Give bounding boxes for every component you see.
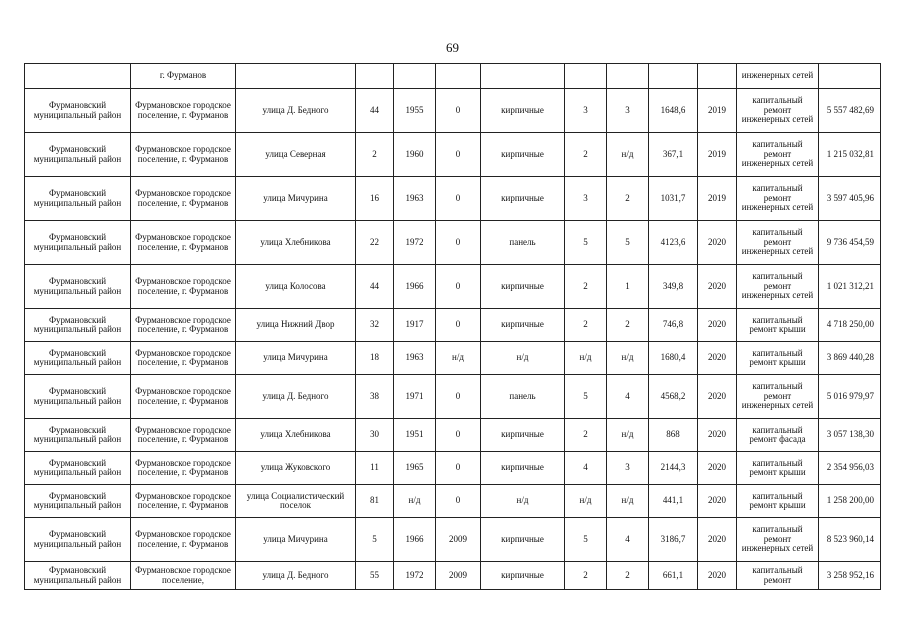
cost-cell: 3 597 405,96 xyxy=(819,177,881,221)
street-cell: улица Д. Бедного xyxy=(236,89,356,133)
floors-cell: 5 xyxy=(565,518,607,562)
settlement-cell: Фурмановское городское поселение, xyxy=(131,562,236,590)
district-cell: Фурмановский муниципальный район xyxy=(25,419,131,452)
settlement-cell: г. Фурманов xyxy=(131,64,236,89)
street-cell: улица Мичурина xyxy=(236,177,356,221)
plan-year-cell: 2020 xyxy=(698,485,737,518)
table-row xyxy=(25,452,881,485)
build-year-cell: 1960 xyxy=(394,133,436,177)
floors-cell: 3 xyxy=(565,177,607,221)
cost-cell: 5 016 979,97 xyxy=(819,375,881,419)
repair-year-cell: 0 xyxy=(436,419,481,452)
area-cell: 441,1 xyxy=(649,485,698,518)
repair-year-cell: 0 xyxy=(436,265,481,309)
floors-cell xyxy=(565,64,607,89)
entrances-cell: 3 xyxy=(607,89,649,133)
settlement-cell: Фурмановское городское поселение, г. Фурманов xyxy=(131,133,236,177)
build-year-cell: 1966 xyxy=(394,518,436,562)
table-row xyxy=(25,265,881,309)
district-cell: Фурмановский муниципальный район xyxy=(25,309,131,342)
repair-year-cell: 0 xyxy=(436,221,481,265)
cost-cell: 1 215 032,81 xyxy=(819,133,881,177)
house-number-cell: 32 xyxy=(356,309,394,342)
cost-cell: 8 523 960,14 xyxy=(819,518,881,562)
area-cell: 4123,6 xyxy=(649,221,698,265)
street-cell: улица Хлебникова xyxy=(236,419,356,452)
table-row xyxy=(25,221,881,265)
wall-material-cell: н/д xyxy=(481,342,565,375)
entrances-cell: н/д xyxy=(607,485,649,518)
table-row xyxy=(25,309,881,342)
house-number-cell xyxy=(356,64,394,89)
area-cell: 1031,7 xyxy=(649,177,698,221)
settlement-cell: Фурмановское городское поселение, г. Фурманов xyxy=(131,309,236,342)
wall-material-cell: кирпичные xyxy=(481,177,565,221)
cost-cell: 1 021 312,21 xyxy=(819,265,881,309)
settlement-cell: Фурмановское городское поселение, г. Фурманов xyxy=(131,375,236,419)
house-number-cell: 22 xyxy=(356,221,394,265)
cost-cell: 4 718 250,00 xyxy=(819,309,881,342)
plan-year-cell: 2019 xyxy=(698,89,737,133)
plan-year-cell: 2020 xyxy=(698,562,737,590)
settlement-cell: Фурмановское городское поселение, г. Фурманов xyxy=(131,177,236,221)
plan-year-cell: 2019 xyxy=(698,133,737,177)
settlement-cell: Фурмановское городское поселение, г. Фурманов xyxy=(131,485,236,518)
repair-year-cell: 0 xyxy=(436,177,481,221)
entrances-cell xyxy=(607,64,649,89)
work-type-cell: капитальный ремонт инженерных сетей xyxy=(737,177,819,221)
table-row xyxy=(25,133,881,177)
street-cell: улица Мичурина xyxy=(236,518,356,562)
district-cell: Фурмановский муниципальный район xyxy=(25,485,131,518)
district-cell: Фурмановский муниципальный район xyxy=(25,518,131,562)
floors-cell: н/д xyxy=(565,485,607,518)
street-cell: улица Мичурина xyxy=(236,342,356,375)
repair-year-cell: 2009 xyxy=(436,562,481,590)
entrances-cell: н/д xyxy=(607,133,649,177)
street-cell: улица Социалистический поселок xyxy=(236,485,356,518)
build-year-cell: 1965 xyxy=(394,452,436,485)
table-row xyxy=(25,375,881,419)
cost-cell: 9 736 454,59 xyxy=(819,221,881,265)
work-type-cell: капитальный ремонт крыши xyxy=(737,452,819,485)
area-cell: 661,1 xyxy=(649,562,698,590)
plan-year-cell: 2020 xyxy=(698,452,737,485)
work-type-cell: инженерных сетей xyxy=(737,64,819,89)
wall-material-cell: панель xyxy=(481,221,565,265)
house-number-cell: 81 xyxy=(356,485,394,518)
floors-cell: 5 xyxy=(565,375,607,419)
wall-material-cell: кирпичные xyxy=(481,89,565,133)
repair-year-cell: 0 xyxy=(436,89,481,133)
repair-year-cell xyxy=(436,64,481,89)
street-cell: улица Северная xyxy=(236,133,356,177)
area-cell: 4568,2 xyxy=(649,375,698,419)
floors-cell: 4 xyxy=(565,452,607,485)
house-number-cell: 44 xyxy=(356,89,394,133)
page-number: 69 xyxy=(446,40,459,55)
area-cell: 1680,4 xyxy=(649,342,698,375)
build-year-cell xyxy=(394,64,436,89)
wall-material-cell: панель xyxy=(481,375,565,419)
house-number-cell: 44 xyxy=(356,265,394,309)
cost-cell: 2 354 956,03 xyxy=(819,452,881,485)
floors-cell: 2 xyxy=(565,309,607,342)
repair-year-cell: 2009 xyxy=(436,518,481,562)
district-cell: Фурмановский муниципальный район xyxy=(25,375,131,419)
plan-year-cell: 2020 xyxy=(698,518,737,562)
area-cell: 2144,3 xyxy=(649,452,698,485)
floors-cell: 3 xyxy=(565,89,607,133)
repair-year-cell: н/д xyxy=(436,342,481,375)
plan-year-cell xyxy=(698,64,737,89)
table-row xyxy=(25,419,881,452)
house-number-cell: 5 xyxy=(356,518,394,562)
floors-cell: н/д xyxy=(565,342,607,375)
work-type-cell: капитальный ремонт инженерных сетей xyxy=(737,265,819,309)
work-type-cell: капитальный ремонт крыши xyxy=(737,309,819,342)
build-year-cell: 1951 xyxy=(394,419,436,452)
wall-material-cell: кирпичные xyxy=(481,518,565,562)
floors-cell: 2 xyxy=(565,265,607,309)
work-type-cell: капитальный ремонт крыши xyxy=(737,485,819,518)
table-body xyxy=(25,64,881,590)
house-number-cell: 2 xyxy=(356,133,394,177)
work-type-cell: капитальный ремонт инженерных сетей xyxy=(737,518,819,562)
settlement-cell: Фурмановское городское поселение, г. Фурманов xyxy=(131,221,236,265)
work-type-cell: капитальный ремонт инженерных сетей xyxy=(737,133,819,177)
work-type-cell: капитальный ремонт инженерных сетей xyxy=(737,89,819,133)
entrances-cell: 3 xyxy=(607,452,649,485)
table-row xyxy=(25,562,881,590)
street-cell: улица Д. Бедного xyxy=(236,375,356,419)
area-cell: 367,1 xyxy=(649,133,698,177)
cost-cell: 5 557 482,69 xyxy=(819,89,881,133)
cost-cell xyxy=(819,64,881,89)
entrances-cell: 5 xyxy=(607,221,649,265)
cost-cell: 3 869 440,28 xyxy=(819,342,881,375)
floors-cell: 5 xyxy=(565,221,607,265)
district-cell: Фурмановский муниципальный район xyxy=(25,221,131,265)
wall-material-cell: кирпичные xyxy=(481,419,565,452)
repair-year-cell: 0 xyxy=(436,133,481,177)
build-year-cell: 1972 xyxy=(394,221,436,265)
build-year-cell: 1963 xyxy=(394,342,436,375)
cost-cell: 3 258 952,16 xyxy=(819,562,881,590)
area-cell: 349,8 xyxy=(649,265,698,309)
settlement-cell: Фурмановское городское поселение, г. Фурманов xyxy=(131,518,236,562)
table-row xyxy=(25,342,881,375)
street-cell: улица Жуковского xyxy=(236,452,356,485)
build-year-cell: 1955 xyxy=(394,89,436,133)
work-type-cell: капитальный ремонт инженерных сетей xyxy=(737,375,819,419)
entrances-cell: 2 xyxy=(607,309,649,342)
settlement-cell: Фурмановское городское поселение, г. Фурманов xyxy=(131,342,236,375)
cost-cell: 1 258 200,00 xyxy=(819,485,881,518)
wall-material-cell: кирпичные xyxy=(481,133,565,177)
house-number-cell: 11 xyxy=(356,452,394,485)
plan-year-cell: 2020 xyxy=(698,309,737,342)
area-cell: 746,8 xyxy=(649,309,698,342)
wall-material-cell: кирпичные xyxy=(481,562,565,590)
district-cell: Фурмановский муниципальный район xyxy=(25,177,131,221)
area-cell: 868 xyxy=(649,419,698,452)
entrances-cell: 4 xyxy=(607,375,649,419)
wall-material-cell: кирпичные xyxy=(481,452,565,485)
wall-material-cell xyxy=(481,64,565,89)
district-cell: Фурмановский муниципальный район xyxy=(25,342,131,375)
district-cell: Фурмановский муниципальный район xyxy=(25,452,131,485)
floors-cell: 2 xyxy=(565,419,607,452)
entrances-cell: н/д xyxy=(607,342,649,375)
repair-year-cell: 0 xyxy=(436,452,481,485)
work-type-cell: капитальный ремонт фасада xyxy=(737,419,819,452)
street-cell: улица Хлебникова xyxy=(236,221,356,265)
entrances-cell: 1 xyxy=(607,265,649,309)
build-year-cell: 1966 xyxy=(394,265,436,309)
area-cell: 3186,7 xyxy=(649,518,698,562)
wall-material-cell: н/д xyxy=(481,485,565,518)
plan-year-cell: 2020 xyxy=(698,221,737,265)
table-row xyxy=(25,89,881,133)
wall-material-cell: кирпичные xyxy=(481,265,565,309)
street-cell: улица Д. Бедного xyxy=(236,562,356,590)
district-cell: Фурмановский муниципальный район xyxy=(25,89,131,133)
settlement-cell: Фурмановское городское поселение, г. Фурманов xyxy=(131,452,236,485)
build-year-cell: 1963 xyxy=(394,177,436,221)
build-year-cell: 1972 xyxy=(394,562,436,590)
district-cell: Фурмановский муниципальный район xyxy=(25,562,131,590)
floors-cell: 2 xyxy=(565,562,607,590)
house-number-cell: 55 xyxy=(356,562,394,590)
district-cell: Фурмановский муниципальный район xyxy=(25,265,131,309)
repair-year-cell: 0 xyxy=(436,485,481,518)
house-number-cell: 38 xyxy=(356,375,394,419)
entrances-cell: 2 xyxy=(607,562,649,590)
build-year-cell: 1971 xyxy=(394,375,436,419)
plan-year-cell: 2019 xyxy=(698,177,737,221)
work-type-cell: капитальный ремонт инженерных сетей xyxy=(737,221,819,265)
repair-year-cell: 0 xyxy=(436,375,481,419)
table-row xyxy=(25,177,881,221)
district-cell xyxy=(25,64,131,89)
district-cell: Фурмановский муниципальный район xyxy=(25,133,131,177)
settlement-cell: Фурмановское городское поселение, г. Фурманов xyxy=(131,89,236,133)
street-cell: улица Нижний Двор xyxy=(236,309,356,342)
plan-year-cell: 2020 xyxy=(698,419,737,452)
plan-year-cell: 2020 xyxy=(698,342,737,375)
house-number-cell: 18 xyxy=(356,342,394,375)
work-type-cell: капитальный ремонт xyxy=(737,562,819,590)
cost-cell: 3 057 138,30 xyxy=(819,419,881,452)
build-year-cell: н/д xyxy=(394,485,436,518)
area-cell xyxy=(649,64,698,89)
entrances-cell: 2 xyxy=(607,177,649,221)
wall-material-cell: кирпичные xyxy=(481,309,565,342)
street-cell: улица Колосова xyxy=(236,265,356,309)
floors-cell: 2 xyxy=(565,133,607,177)
work-type-cell: капитальный ремонт крыши xyxy=(737,342,819,375)
table-row xyxy=(25,518,881,562)
house-number-cell: 30 xyxy=(356,419,394,452)
repair-year-cell: 0 xyxy=(436,309,481,342)
street-cell xyxy=(236,64,356,89)
table-row xyxy=(25,64,881,89)
entrances-cell: 4 xyxy=(607,518,649,562)
settlement-cell: Фурмановское городское поселение, г. Фурманов xyxy=(131,265,236,309)
area-cell: 1648,6 xyxy=(649,89,698,133)
settlement-cell: Фурмановское городское поселение, г. Фурманов xyxy=(131,419,236,452)
housing-repair-table xyxy=(24,63,881,590)
house-number-cell: 16 xyxy=(356,177,394,221)
plan-year-cell: 2020 xyxy=(698,375,737,419)
table-row xyxy=(25,485,881,518)
plan-year-cell: 2020 xyxy=(698,265,737,309)
entrances-cell: н/д xyxy=(607,419,649,452)
build-year-cell: 1917 xyxy=(394,309,436,342)
